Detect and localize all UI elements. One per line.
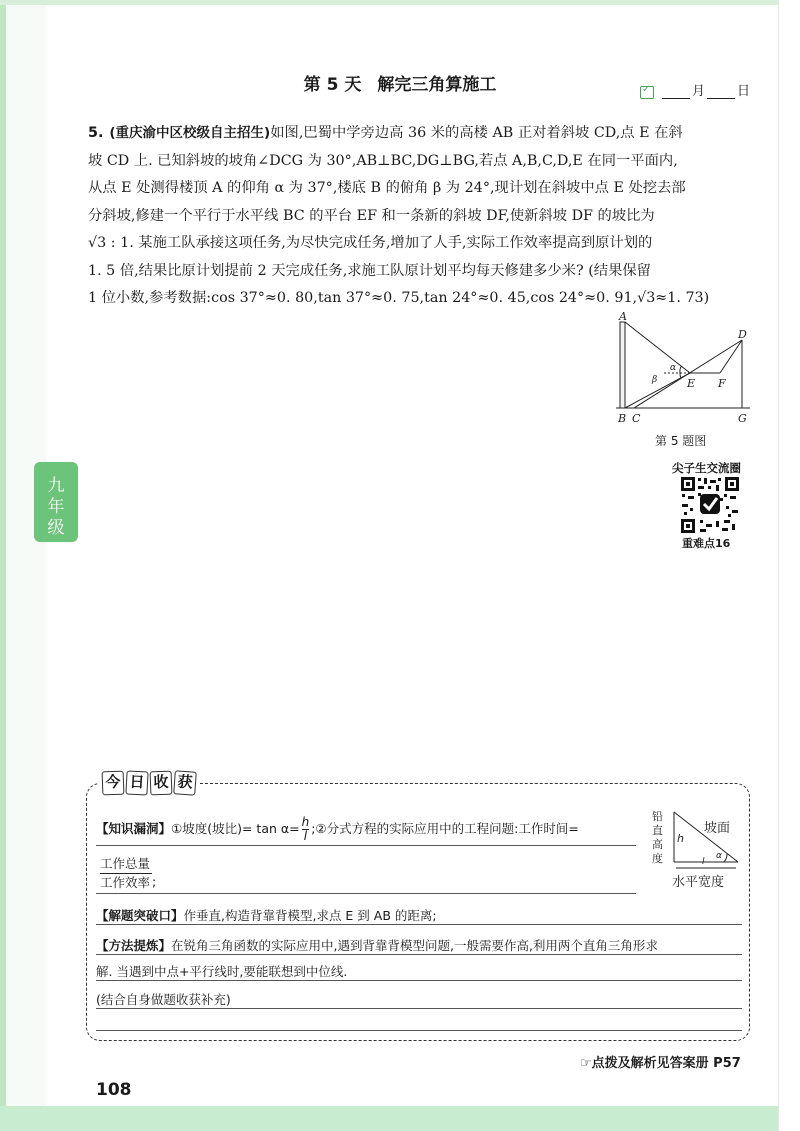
breakthrough-tag: 【解题突破口】 — [96, 908, 184, 923]
problem-number: 5. — [88, 125, 104, 141]
grade-tab-char: 级 — [47, 518, 65, 538]
label-a: A — [619, 310, 627, 323]
label-e: E — [687, 377, 696, 390]
problem-line: 分斜坡,修建一个平行于水平线 BC 的平台 EF 和一条新的斜坡 DF,使新斜坡 DF 的坡比为 — [88, 207, 655, 224]
label-d: D — [738, 328, 747, 341]
slope-h-label: h — [677, 832, 684, 845]
answer-reference: ☞点拨及解析见答案册 P57 — [580, 1056, 741, 1071]
day-blank[interactable] — [707, 87, 735, 99]
knowledge-row — [96, 816, 579, 843]
fraction-denominator: l — [303, 829, 308, 843]
note-line[interactable] — [96, 1030, 742, 1031]
method-row — [96, 936, 658, 954]
work-total: 工作总量 — [100, 856, 151, 871]
building-ab — [620, 322, 625, 408]
problem-5 — [88, 120, 748, 313]
date-field — [640, 80, 750, 99]
day-label: 第 5 天 — [303, 75, 362, 95]
breakthrough-row — [96, 906, 437, 924]
note-line[interactable] — [96, 1008, 742, 1009]
sight-be — [625, 373, 690, 408]
problem-line — [88, 120, 748, 148]
grade-tab-char: 九 — [47, 476, 65, 496]
problem-line: 1. 5 倍,结果比原计划提前 2 天完成任务,求施工队原计划平均每天修建多少米? (结果保留 — [88, 262, 651, 279]
page-bottom-border — [0, 1106, 800, 1131]
month-label: 月 — [692, 84, 706, 99]
label-alpha: α — [670, 363, 677, 373]
label-beta: β — [652, 375, 658, 385]
slope-figure — [650, 806, 745, 892]
page-right-edge — [778, 0, 800, 1131]
method-text-1: 在锐角三角函数的实际应用中,遇到背靠背模型问题,一般需要作高,利用两个直角三角形求 — [171, 938, 658, 953]
note-line — [96, 893, 636, 894]
vertical-char: 度 — [652, 852, 663, 865]
figure-caption: 第 5 题图 — [655, 434, 707, 448]
knowledge-text-b: ;②分式方程的实际应用中的工程问题:工作时间= — [311, 821, 579, 836]
vertical-char: 直 — [652, 824, 663, 837]
supplement-text: (结合自身做题收获补充) — [96, 992, 231, 1007]
label-b: B — [618, 412, 627, 425]
month-blank[interactable] — [662, 87, 690, 99]
fraction-numerator: h — [301, 815, 310, 829]
slope-fraction — [302, 816, 310, 843]
qr-subtitle: 重难点16 — [682, 537, 731, 550]
note-line — [96, 954, 742, 955]
page-top-border — [0, 0, 800, 5]
problem-line: 从点 E 处测得楼顶 A 的仰角 α 为 37°,楼底 B 的俯角 β 为 24°,现计划在斜坡中点 E 处挖去部 — [88, 180, 686, 196]
slope-l-label: l — [702, 857, 705, 867]
slope-face-label: 坡面 — [704, 821, 731, 836]
grade-tab[interactable] — [34, 462, 78, 542]
note-line — [96, 845, 636, 846]
summary-title — [98, 771, 200, 795]
summary-title-char: 获 — [173, 770, 197, 795]
work-rate: 工作效率 — [100, 875, 151, 890]
qr-code[interactable] — [680, 476, 740, 534]
breakthrough-text: 作垂直,构造背靠背模型,求点 E 到 AB 的距离; — [183, 908, 437, 923]
method-text-2: 解. 当遇到中点+平行线时,要能联想到中位线. — [96, 964, 348, 979]
vertical-char: 高 — [652, 838, 663, 851]
supplement-row — [96, 990, 231, 1008]
summary-title-char: 收 — [150, 771, 173, 796]
alpha-arc — [680, 366, 682, 373]
problem-figure — [612, 310, 762, 430]
summary-title-char: 今 — [102, 771, 125, 796]
problem-line: 坡 CD 上. 已知斜坡的坡角∠DCG 为 30°,AB⊥BC,DG⊥BG,若点 A,B,C,D,E 在同一平面内, — [88, 152, 678, 169]
work-end: ; — [152, 874, 157, 889]
qr-title: 尖子生交流圈 — [672, 461, 741, 475]
problem-text: 如图,巴蜀中学旁边高 36 米的高楼 AB 正对着斜坡 CD,点 E 在斜 — [270, 125, 683, 141]
method-tag: 【方法提炼】 — [96, 938, 172, 953]
problem-line: 1 位小数,参考数据:cos 37°≈0. 80,tan 37°≈0. 75,tan 24°≈0. 45,cos 24°≈0. 91,√3≈1. 73) — [88, 290, 710, 306]
slope-alpha-arc — [724, 854, 727, 862]
note-line — [96, 980, 742, 981]
horizontal-width-label: 水平宽度 — [672, 875, 725, 890]
work-time-fraction — [100, 855, 156, 892]
slope-df — [720, 340, 742, 373]
sight-ae — [625, 322, 690, 373]
problem-line: √3 : 1. 某施工队承接这项任务,为尽快完成任务,增加了人手,实际工作效率提高到原计划的 — [88, 235, 653, 251]
calendar-check-icon — [640, 86, 654, 99]
page-number: 108 — [96, 1080, 132, 1100]
label-g: G — [738, 412, 747, 425]
day-topic: 解完三角算施工 — [377, 75, 497, 95]
vertical-char: 铅 — [652, 810, 663, 823]
label-f: F — [718, 377, 726, 390]
beta-arc — [680, 373, 681, 378]
day-label-suffix: 日 — [737, 84, 751, 99]
knowledge-text-a: ①坡度(坡比)= tan α= — [171, 821, 300, 836]
method-row-2 — [96, 962, 347, 980]
knowledge-tag: 【知识漏洞】 — [96, 821, 172, 836]
problem-source: (重庆渝中区校级自主招生) — [109, 125, 271, 141]
summary-title-char: 日 — [125, 770, 148, 795]
label-c: C — [632, 412, 641, 425]
note-line — [96, 924, 742, 925]
grade-tab-char: 年 — [47, 497, 65, 517]
slope-alpha-label: α — [716, 851, 722, 861]
page-left-margin — [6, 0, 46, 1131]
